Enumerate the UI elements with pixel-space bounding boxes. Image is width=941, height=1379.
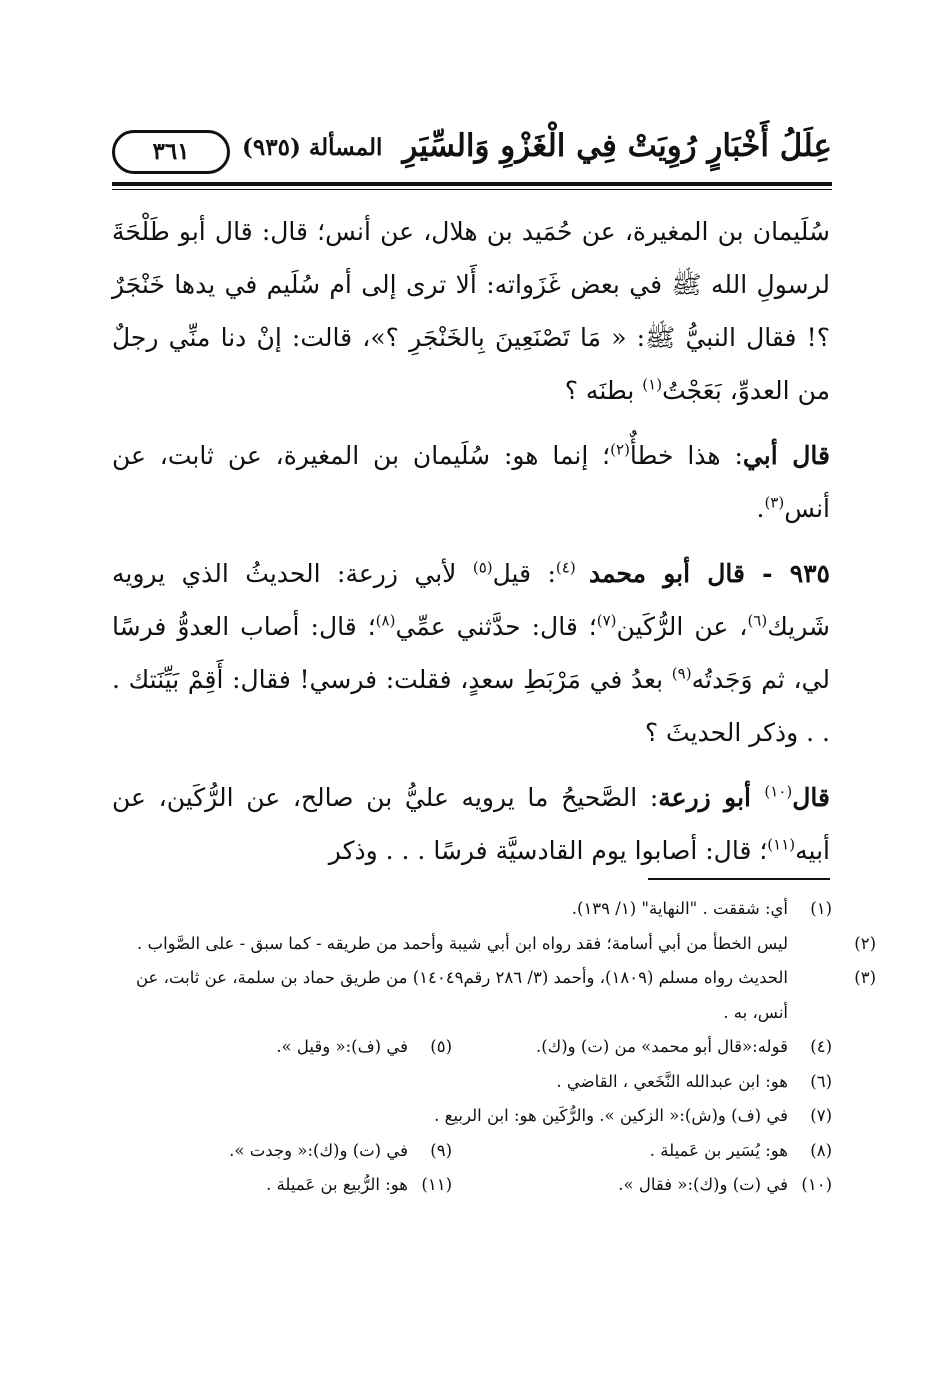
footnote-text: في (ت) و(ك):« فقال ». (618, 1175, 788, 1194)
paragraph-3-text-f: بعدُ في مَرْبَطِ سعدٍ، فقلت: فرسي! فقال: أَقِمْ بَيِّنَتك . . . وذكر الحديثَ ؟ (112, 665, 830, 747)
paragraph-1 (112, 205, 830, 417)
footnote-ref-8: (٨) (375, 611, 396, 630)
paragraph-4-lead: قال (792, 783, 830, 812)
paragraph-3-text-e: ؛ قال: أصاب العدوُّ فرسًا لي، ثم وَجَدتُه (112, 612, 830, 694)
book-title: عِلَلُ أَخْبَارٍ رُوِيَتْ فِي الْغَزْوِ وَالسِّيَرِ (402, 128, 832, 164)
footnote-row-4-5 (112, 1030, 832, 1065)
footnote-row-8-9 (112, 1134, 832, 1169)
footnote-ref-11: (١١) (767, 835, 796, 854)
footnote-text: هو: يُسَير بن عَميلة . (649, 1140, 788, 1160)
footnote-text: هو: ابن عبدالله النَّخَعي ، القاضي . (556, 1071, 788, 1091)
footnote-text: ليس الخطأ من أبي أسامة؛ فقد رواه ابن أبي شيبة وأحمد من طريقه - كما سبق - على الصَّواب . (137, 933, 788, 953)
page-header (112, 128, 832, 184)
footnote-text: في (ف):« وقيل ». (276, 1037, 408, 1056)
paragraph-2-text-b: ؛ إنما هو: سُلَيمان بن المغيرة، عن ثابت، عن أنس (112, 441, 830, 523)
paragraph-4-text-b: ؛ قال: أصابوا يوم القادسيَّة فرسًا . . . وذكر (328, 836, 768, 865)
paragraph-3-text-d: ؛ قال: حدَّثني عمِّي (395, 612, 597, 641)
header-rule-thick (112, 182, 832, 186)
footnote-row-10-11 (112, 1168, 832, 1203)
footnote-ref-4: (٤) (555, 558, 589, 577)
footnote-number: (٨) (810, 1140, 832, 1160)
footnotes (112, 892, 876, 1203)
paragraph-1-text: سُلَيمان بن المغيرة، عن حُمَيد بن هلال، عن أنس؛ قال: قال أبو طَلْحَةَ لرسولِ الله ﷺ في بعض غَزَواته: أَلا ترى إلى أم سُلَيم في يدها خَنْجَرٌ ؟! فقال النبيُّ ﷺ: « مَا تَصْنَعِينَ بِالخَنْجَرِ ؟»، قالت: إنْ دنا منِّي رجلٌ من العدوِّ، بَعَجْتُ (112, 217, 830, 405)
footnote-text: في (ت) و(ك):« وجدت ». (229, 1140, 408, 1160)
paragraph-3 (112, 547, 830, 759)
footnote-11 (266, 1168, 452, 1203)
footnote-number: (١١) (421, 1175, 452, 1194)
footnote-9 (229, 1134, 452, 1169)
footnote-3 (112, 961, 876, 1030)
footnote-number: (٣) (854, 968, 876, 987)
issue-label: المسألة (٩٣٥) (242, 134, 383, 161)
issue-heading: ٩٣٥ - قال أبو محمد (588, 559, 830, 588)
footnote-number: (٩) (430, 1140, 452, 1160)
footnote-5 (276, 1030, 452, 1065)
footnote-number: (٢) (854, 933, 876, 953)
footnote-ref-5: (٥) (472, 558, 493, 577)
footnote-ref-7: (٧) (596, 611, 617, 630)
header-rule-thin (112, 189, 832, 190)
paragraph-2-lead: قال أبي (742, 441, 830, 470)
paragraph-2 (112, 429, 830, 535)
footnote-1 (112, 892, 832, 927)
paragraph-2-text-a: : هذا خطأٌ (629, 441, 743, 470)
footnote-ref-9: (٩) (671, 664, 692, 683)
footnote-ref-6: (٦) (747, 611, 768, 630)
main-text (112, 205, 830, 889)
page-number: ٣٦١ (112, 130, 230, 174)
footnote-ref-1: (١) (642, 375, 663, 394)
footnote-text: في (ف) و(ش):« الزكين ». والرُّكَين هو: ابن الربيع . (434, 1106, 788, 1125)
footnote-2 (112, 927, 876, 962)
footnote-text: هو: الرُّبيع بن عَميلة . (266, 1175, 408, 1194)
footnote-6 (112, 1065, 832, 1100)
paragraph-4-text-a: : الصَّحيحُ ما يرويه عليُّ بن صالح، عن الرُّكَين، عن أبيه (112, 783, 830, 865)
footnote-number: (١) (810, 899, 832, 918)
paragraph-1-end: بطنَه ؟ (564, 376, 643, 405)
paragraph-3-text-a: : قيل (492, 559, 556, 588)
footnote-text: الحديث رواه مسلم (١٨٠٩)، وأحمد (٣/ ٢٨٦ رقم١٤٠٤٩) من طريق حماد بن سلمة، عن ثابت، عن أنس، به . (135, 968, 788, 1022)
footnote-text: أي: شققت . "النهاية" (١/ ١٣٩). (571, 899, 788, 918)
paragraph-4 (112, 771, 830, 877)
paragraph-2-end: . (756, 494, 765, 523)
paragraph-4-lead-2: أبو زرعة (658, 783, 765, 812)
footnote-text: قوله:«قال أبو محمد» من (ت) و(ك). (535, 1037, 788, 1056)
footnote-number: (١٠) (801, 1175, 832, 1194)
paragraph-3-text-b: لأبي زرعة: الحديثُ الذي يرويه شَريك (112, 559, 830, 641)
footnote-number: (٧) (810, 1106, 832, 1125)
footnote-number: (٥) (430, 1037, 452, 1056)
footnote-separator (648, 878, 830, 880)
footnote-ref-3: (٣) (764, 493, 785, 512)
footnote-number: (٦) (810, 1071, 832, 1091)
footnote-ref-10: (١٠) (764, 782, 793, 801)
footnote-ref-2: (٢) (610, 440, 630, 459)
footnote-number: (٤) (810, 1037, 832, 1056)
paragraph-3-text-c: ، عن الرُّكَين (616, 612, 748, 641)
footnote-7 (112, 1099, 832, 1134)
